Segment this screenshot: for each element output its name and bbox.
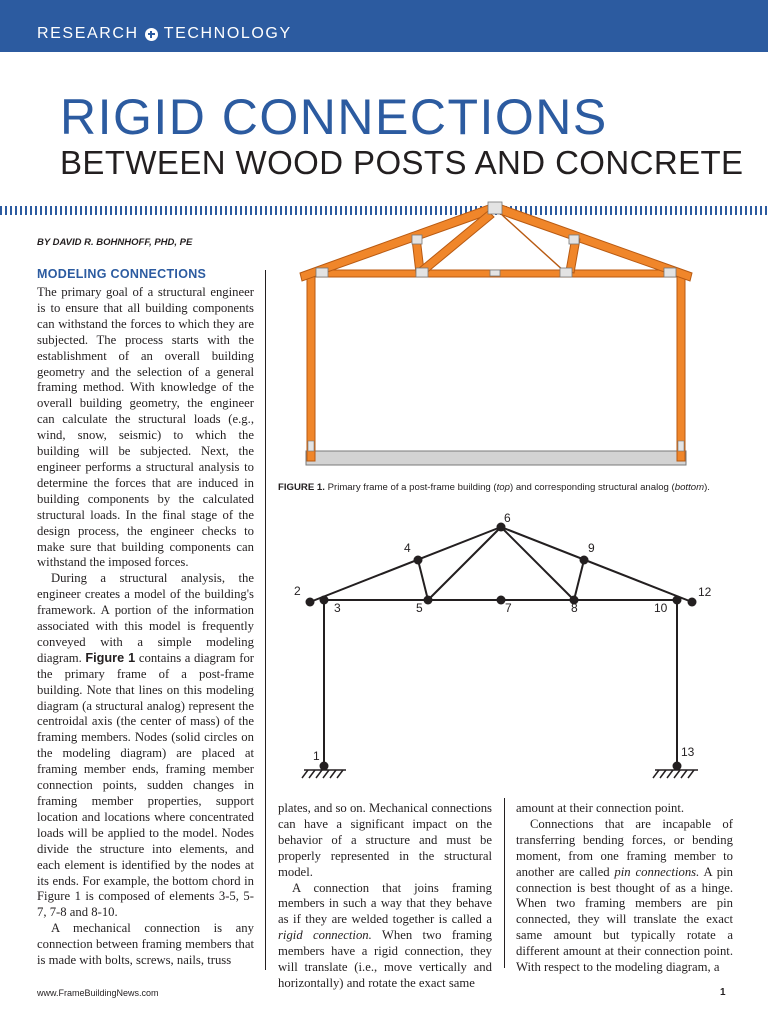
body-column-3 [516,801,733,976]
node-label: 3 [334,601,341,615]
node-label: 5 [416,601,423,615]
node-4 [414,556,423,565]
column-divider [504,798,505,968]
web-line [501,527,574,600]
body-column-1 [37,285,254,969]
node-label: 13 [681,745,695,759]
concrete-slab [306,451,686,465]
post-footing [678,441,684,451]
node-1 [320,762,329,771]
node-13 [673,762,682,771]
node-label: 12 [698,585,712,599]
page-number: 1 [720,987,726,998]
node-5 [424,596,433,605]
section-label [37,25,292,43]
section-technology: TECHNOLOGY [163,25,292,42]
paragraph: plates, and so on. Mechanical connections can have a significant impact on the behavior of a structure and must be properly represented in the structural model. [278,801,492,879]
node-9 [580,556,589,565]
node-label: 6 [504,511,511,525]
node-label: 9 [588,541,595,555]
byline: BY DAVID R. BOHNHOFF, PHD, PE [37,237,193,248]
truss-plate [560,268,572,277]
right-post [677,271,685,461]
node-label: 2 [294,584,301,598]
figure-reference: Figure 1 [85,650,136,665]
truss-plate [488,202,502,214]
right-top-chord [494,203,692,281]
web-line [418,560,428,600]
node-label: 1 [313,749,320,763]
paragraph: Connections that are incapable of transferring bending forces, or bending moment, from one framing member to another are called pin connections. A pin connection is best thought of as a hinge. When two framing members are pin connected, they will translate the exact same amount but typically rotate a different amount at their connection point. With respect to the modeling diagram, a [516,816,733,975]
truss-plate [416,268,428,277]
post-footing [308,441,314,451]
node-2 [306,598,315,607]
node-3 [320,596,329,605]
truss-plate [316,268,328,277]
plus-circle-icon [145,28,158,41]
article-title: RIGID CONNECTIONS [60,89,608,145]
web-line [428,527,501,600]
node-label: 8 [571,601,578,615]
left-rafter [310,527,501,602]
node-label: 10 [654,601,668,615]
column-divider [265,270,266,970]
caption-label: FIGURE 1. [278,482,325,493]
truss-plate [412,235,422,244]
section-heading: MODELING CONNECTIONS [37,267,207,281]
figure-1-structural-analog [288,508,733,788]
truss-plate [664,268,676,277]
article-subtitle: BETWEEN WOOD POSTS AND CONCRETE [60,144,744,181]
paragraph: The primary goal of a structural engineer is to ensure that all building components can withstand the forces to which they are subjected. The process starts with the establishment of an overall building geometry and the selection of a general framing method. With knowledge of the overall building geometry, the engineer can calculate the structural loads (e.g., wind, snow, seismic) to which the building will be subjected. Next, the engineer performs a structural analysis to determine the forces that are induced in building components by the calculated structural loads. In the final stage of the design process, the engineer checks to make sure that building components can withstand the imposed forces. [37,285,254,570]
left-post [307,271,315,461]
node-12 [688,598,697,607]
node-label: 7 [505,601,512,615]
footer-url[interactable]: www.FrameBuildingNews.com [37,988,159,998]
paragraph: During a structural analysis, the engineer creates a model of the building's framework. A portion of the information associated with this model is frequently conveyed with a simple modeling diagram. Figure 1 contains a diagram for the primary frame of a post-frame building. Note that lines on this modeling diagram (a structural analog) represent the centroidal axis (the center of mass) of the framing members. Nodes (solid circles on the modeling diagram) are placed at framing member ends, framing member connection points, sudden changes in framing member properties, support location and locations where concentrated loads will be applied to the model. Nodes divide the structure into elements, and each element is identified by the nodes at its ends. For example, the bottom chord in Figure 1 is composed of elements 3-5, 5-7, 7-8 and 8-10. [37,571,255,920]
left-top-chord [300,203,496,281]
web-line [574,560,584,600]
paragraph: amount at their connection point. [516,801,685,815]
figure-1-frame-illustration [298,197,703,475]
node-10 [673,596,682,605]
truss-plate [490,270,500,276]
right-rafter [501,527,692,602]
node-label: 4 [404,541,411,555]
paragraph: A connection that joins framing members in such a way that they behave as if they are welded together is called a rigid connection. When two framing members have a rigid connection, they will translate (i.e., move vertically and horizontally) and rotate the exact same [278,880,492,990]
section-research: RESEARCH [37,25,139,42]
truss-plate [569,235,579,244]
paragraph: A mechanical connection is any connection between framing members that is made with bolts, screws, nails, truss [37,921,254,968]
figure-caption: FIGURE 1. Primary frame of a post-frame building (top) and corresponding structural analog (bottom). [278,482,710,493]
body-column-2 [278,801,492,992]
